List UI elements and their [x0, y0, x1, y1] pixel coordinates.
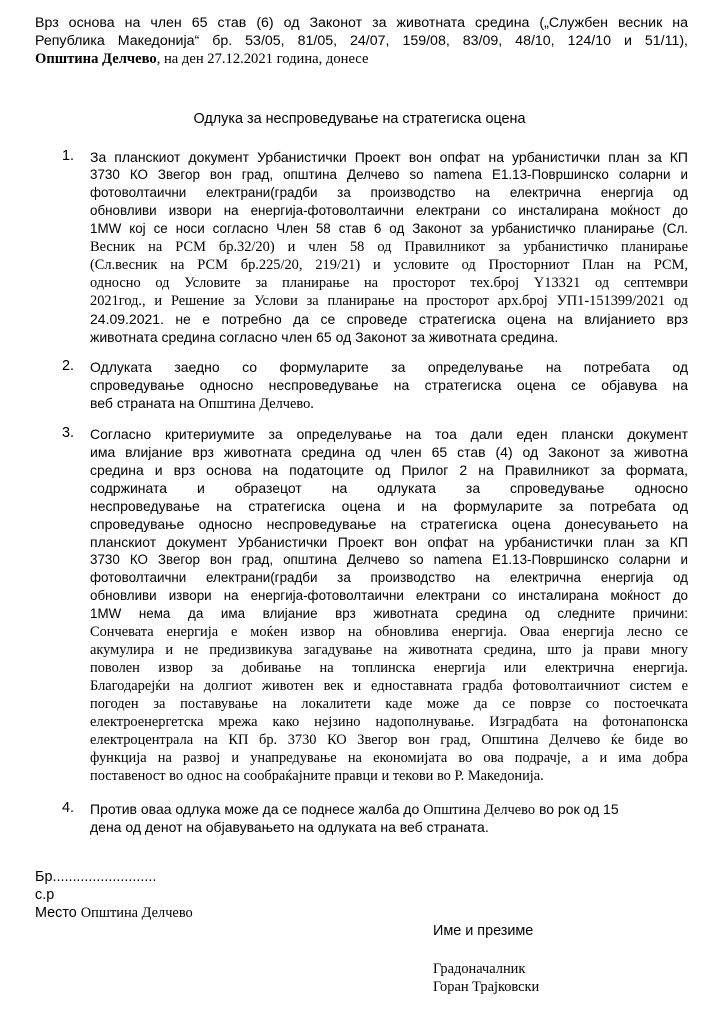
item-line: За планскиот документ Урбанистички Проект вон опфат на урбанистички план за КП [90, 149, 688, 165]
item-line: средина и врз основа на податоците од Прилог 2 на Правилникот за формата, [90, 462, 688, 478]
preamble-line [35, 50, 688, 68]
item-line: содржината и образецот на одлуката за спроведување односно [90, 480, 688, 496]
item-text: веб страната на [90, 395, 199, 411]
place-label: Место [35, 905, 81, 921]
municipality-name: Општина Делчево. [198, 396, 314, 412]
item-line: 2021год., и Решение за Услови за планирање на просторот арх.број УП1-151399/2021 од [90, 293, 688, 309]
item-line [90, 800, 688, 818]
preamble-line: Република Македонија“ бр. 53/05, 81/05, 24/07, 159/08, 83/09, 48/10, 124/10 и 51/11), [35, 33, 688, 49]
decision-title: Одлука за неспроведување на стратегиска оцена [193, 111, 526, 127]
item-line: 1MW нема да има влијание врз животната средина од следните причини: [90, 606, 688, 621]
item-line: спроведување односно неспроведување на стратегиска оцена донесувањето на [90, 516, 688, 532]
item-line: неспроведување на стратегиска оцена и на формуларите за потребата од [90, 498, 688, 514]
item-line: животната средина согласно член 65 од Законот за животната средина. [90, 329, 559, 345]
signatory-role: Градоначалник [433, 961, 526, 977]
item-line: 24.09.2021. не е потребно да се спроведе стратегиска оцена на влијанието врз [90, 311, 688, 327]
item-line: Благодарејќи на долгиот животен век и едноставната градба фотоволтаичниот систем е [90, 678, 688, 694]
item-line: дена од денот на објавувањето на одлуката на веб страната. [90, 819, 489, 835]
item-number: 4. [62, 800, 75, 816]
preamble-line: Врз основа на член 65 став (6) од Законот за животната средина („Службен весник на [35, 15, 688, 31]
preamble [35, 14, 688, 68]
item-line: акумулира и не предизвикува загадување на животната средина, што ја прави многу [90, 642, 688, 658]
item-line: обновливи извори на енергија-фотоволтаични електрани со инсталирана моќност до [90, 588, 688, 603]
name-label: Име и презиме [433, 923, 534, 939]
item-body [90, 800, 688, 836]
item-text: во рок од 15 [535, 801, 619, 817]
item-number: 2. [62, 358, 75, 374]
item-line: 1MW кој се носи согласно Член 58 став 6 од Законот за урбанистичко планирање (Сл. [90, 221, 688, 236]
item-line: 3730 КО Звегор вон град, општина Делчево so namena Е1.13-Површинско соларни и [90, 167, 688, 182]
item-line: Согласно критериумите за определување на тоа дали еден плански документ [90, 426, 688, 442]
item-line: обновливи извори на енергија-фотоволтаични електрани со инсталирана моќност до [90, 203, 688, 218]
item-line: фотоволтаични електрани(градби за производство на електрична енергија од [90, 570, 688, 585]
item-line: односно од Условите за планирање на просторот тех.број Y13321 од септември [90, 275, 688, 291]
item-line [90, 394, 688, 412]
item-line: фотоволтаични електрани(градби за производство на електрична енергија од [90, 185, 688, 200]
signed-marker: с.р [35, 887, 55, 903]
item-number: 1. [62, 148, 75, 164]
item-body [90, 425, 688, 785]
item-line: електроенергетска мрежа како нејзино надополнување. Изградбата на фотонапонска [90, 714, 688, 730]
list-item-3 [62, 425, 688, 785]
item-line: има влијание врз животната средина од член 65 став (4) од Законот за животна [90, 444, 688, 460]
item-text: Против оваа одлука може да се поднесе жалба до [90, 801, 424, 817]
item-number: 3. [62, 425, 75, 441]
item-line: електроцентрала на КП бр. 3730 КО Звегор вон град, Општина Делчево ќе биде во [90, 732, 688, 748]
item-line: функција на развој и унапредување на економијата во ова подрачје, а и има добра [90, 750, 688, 766]
item-line: Сончевата енергија е моќен извор на обновлива енергија. Оваа енергија лесно се [90, 624, 688, 640]
signatory-name: Горан Трајковски [433, 979, 540, 995]
item-line: 3730 КО Звегор вон град, општина Делчево so namena Е1.13-Површинско соларни и [90, 552, 688, 567]
item-line: Весник на РСМ бр.32/20) и член 58 од Правилникот за урбанистичко планирање [90, 239, 688, 255]
item-line: поволен извор за добивање на топлинска енергија или електрична енергија. [90, 660, 688, 676]
item-body [90, 358, 688, 412]
list-item-4 [62, 800, 688, 836]
item-line: Одлуката заедно со формуларите за определување на потребата од [90, 359, 688, 375]
item-line: спроведување односно неспроведување на стратегиска оцена се објавува на [90, 377, 688, 393]
place-value: Општина Делчево [80, 905, 193, 921]
list-item-1 [62, 148, 688, 346]
item-line: (Сл.весник на РСМ бр.225/20, 219/21) и условите од Просторниот План на РСМ, [90, 257, 688, 273]
place-line [35, 904, 193, 922]
item-line: планскиот документ Урбанистички Проект вон опфат на урбанистички план за КП [90, 534, 688, 550]
reference-number: Бр.......................... [35, 869, 157, 885]
item-line: погоден за поставување на локалитети каде може да се поврзе со постоечката [90, 696, 688, 712]
municipality-name: Општина Делчево [35, 51, 157, 67]
preamble-date: , на ден 27.12.2021 година, донесе [156, 51, 369, 67]
item-line: поставеност во однос на сообраќајните правци и текови во Р. Македонија. [90, 768, 544, 784]
list-item-2 [62, 358, 688, 412]
municipality-name: Општина Делчево [423, 802, 536, 818]
item-body [90, 148, 688, 346]
